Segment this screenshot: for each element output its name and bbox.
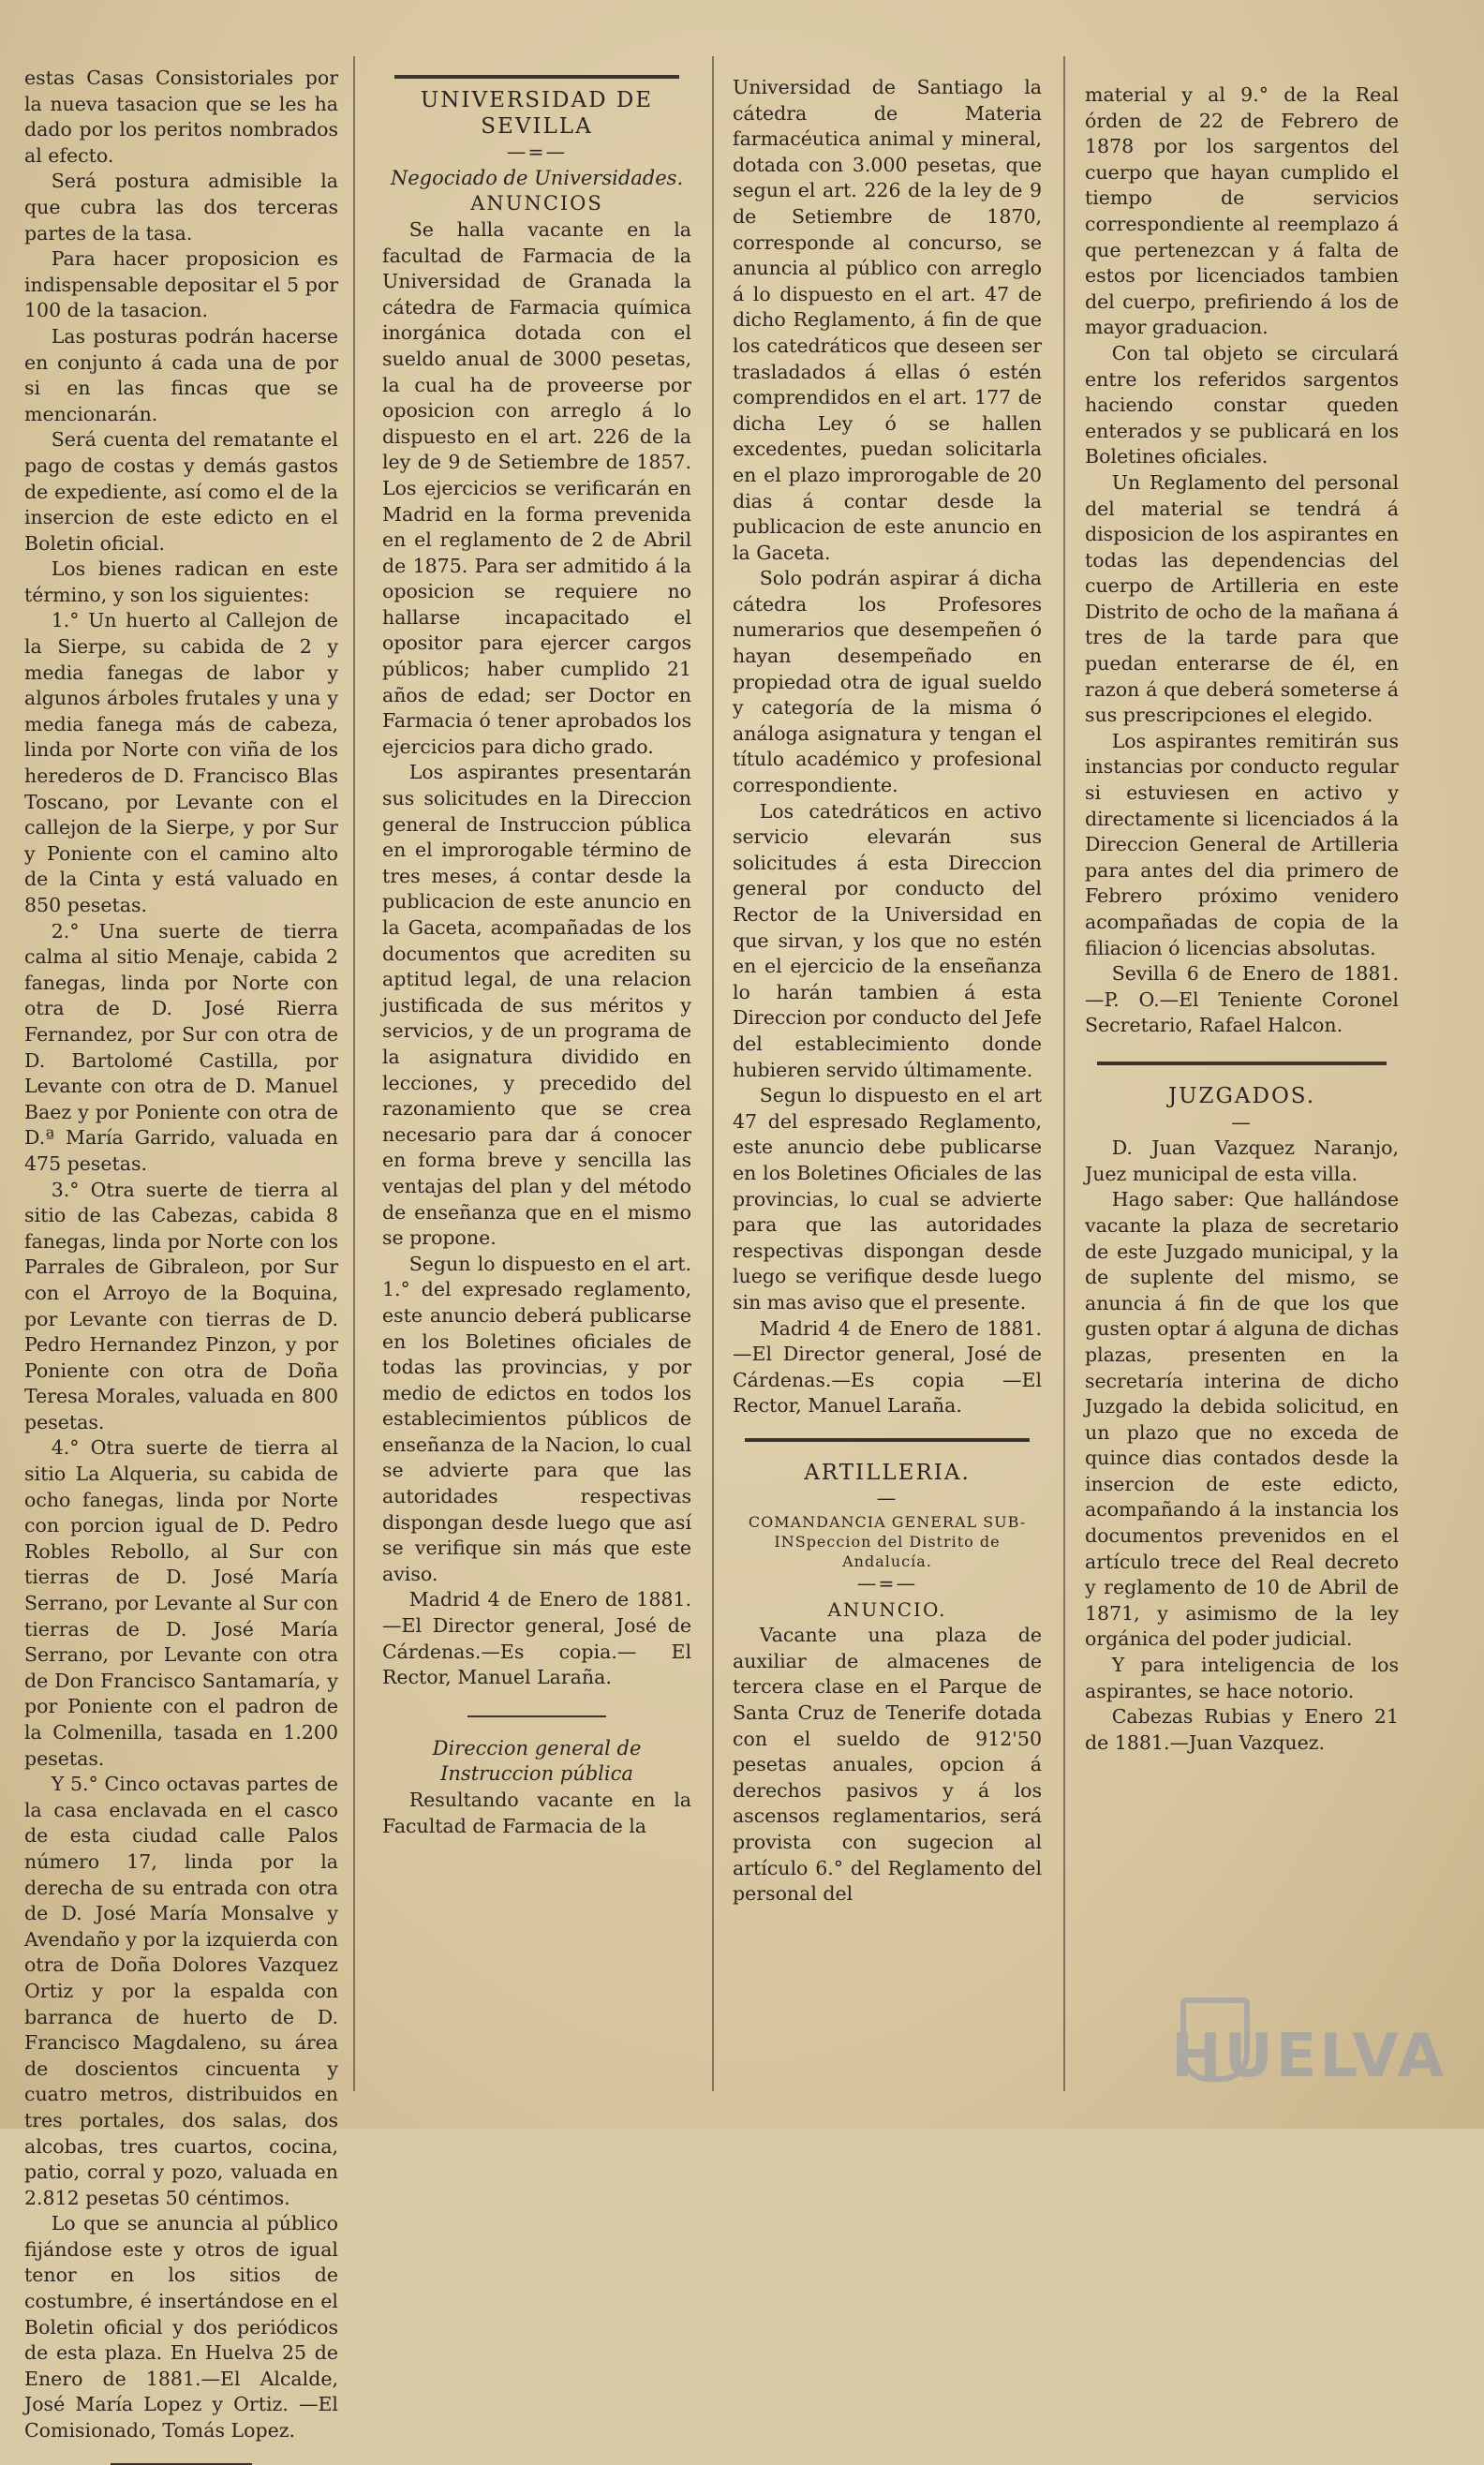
paragraph: Para hacer proposicion es indispensable depositar el 5 por 100 de la tasacion. <box>24 247 338 322</box>
ornament-dash: — <box>876 1487 898 1510</box>
paragraph: Vacante una plaza de auxiliar de almacenes de tercera clase en el Parque de Santa Cruz de Tenerife dotada con el sueldo de 912'50 pesetas anuales, opcion á derechos pasivos y á los ascensos reglamentarios, será provista con sugecion al artículo 6.° del Reglamento del personal del <box>733 1624 1042 1906</box>
section-subheading: Negociado de Universidades. <box>390 166 684 189</box>
paragraph: Y para inteligencia de los aspirantes, se hace notorio. <box>1085 1654 1399 1702</box>
section-heading: UNIVERSIDAD DE SEVILLA <box>420 88 654 139</box>
ornament-dash: — <box>1231 1110 1253 1134</box>
column-3 <box>733 75 1042 2091</box>
paragraph: Los aspirantes remitirán sus instancias por conducto regular si estuviesen en activo y directamente si licenciados á la Direccion General de Artilleria para antes del dia primero de Febrero próximo venidero acompañadas de copia de la filiacion ó licencias absolutas. <box>1085 729 1399 959</box>
ornament-dash: —=— <box>856 1572 918 1596</box>
column-divider <box>353 56 355 2091</box>
paragraph: Será cuenta del rematante el pago de costas y demás gastos de expediente, así como el de la insercion de este edicto en el Boletin oficial. <box>24 428 338 555</box>
paragraph: Segun lo dispuesto en el art 47 del espresado Reglamento, este anuncio debe publicarse en los Boletines Oficiales de las provincias, lo cual se advierte para que las autoridades respectivas dispongan desde luego se verifique desde luego sin mas aviso que el presente. <box>733 1084 1042 1314</box>
section-rule <box>1097 1062 1386 1065</box>
section-heading: Direccion general de Instruccion pública <box>432 1736 642 1786</box>
paragraph: Resultando vacante en la Facultad de Farmacia de la <box>382 1789 691 1837</box>
paragraph: Y 5.° Cinco octavas partes de la casa enclavada en el casco de esta ciudad calle Palos número 17, linda por la derecha de su entrada con otra de D. José María Monsalve y Avendaño y por la izquierda con otra de Doña Dolores Vazquez Ortiz y por la espalda con barranca de huerto de D. Francisco Magdaleno, su área de doscientos cincuenta y cuatro metros, distribuidos en tres portales, dos salas, dos alcobas, tres cuartos, cocina, patio, corral y pozo, valuada en 2.812 pesetas 50 céntimos. <box>24 1773 338 2209</box>
paragraph: Los catedráticos en activo servicio elevarán sus solicitudes á esta Direccion general por conducto del Rector de la Universidad en que sirvan, y los que no estén en el ejercicio de la enseñanza lo harán tambien á esta Direccion por conducto del Jefe del establecimiento donde hubieren servido últimamente. <box>733 799 1042 1081</box>
column-divider <box>712 56 714 2091</box>
section-heading: JUZGADOS. <box>1167 1083 1316 1108</box>
section-label: ANUNCIO. <box>827 1597 947 1621</box>
paragraph: Lo que se anuncia al público fijándose este y otros de igual tenor en los sitios de costumbre, é insertándose en el Boletin oficial y dos periódicos de esta plaza. En Huelva 25 de Enero de 1881.—El Alcalde, José María Lopez y Ortiz. —El Comisionado, Tomás Lopez. <box>24 2212 338 2443</box>
paragraph: Segun lo dispuesto en el art. 1.° del expresado reglamento, este anuncio deberá publicarse en los Boletines oficiales de todas las provincias, y por medio de edictos en todos los establecimientos públicos de enseñanza de la Nacion, lo cual se advierte para que las autoridades respectivas dispongan desde luego que así se verifique sin más que este aviso. <box>382 1252 691 1585</box>
section-subheading: COMANDANCIA GENERAL SUB-INSpeccion del Distrito de Andalucía. <box>748 1513 1027 1571</box>
paragraph: Se halla vacante en la facultad de Farmacia de la Universidad de Granada la cátedra de Farmacia química inorgánica dotada con el sueldo anual de 3000 pesetas, la cual ha de proveerse por oposicion con arreglo á lo dispuesto en el art. 226 de la ley de 9 de Setiembre de 1857. Los ejercicios se verificarán en Madrid en la forma prevenida en el reglamento de 2 de Abril de 1875. Para ser admitido á la oposicion se requiere no hallarse incapacitado el opositor para ejercer cargos públicos; haber cumplido 21 años de edad; ser Doctor en Farmacia ó tener aprobados los ejercicios para dicho grado. <box>382 217 691 758</box>
section-heading: ARTILLERIA. <box>804 1460 971 1485</box>
paragraph: Será postura admisible la que cubra las dos terceras partes de la tasa. <box>24 170 338 245</box>
paragraph: 4.° Otra suerte de tierra al sitio La Alqueria, su cabida de ocho fanegas, linda por Norte con porcion igual de D. Pedro Robles Rebollo, al Sur con tierras de D. José María Serrano, por Levante al Sur con tierras de D. José María Serrano, por Levante con otra de Don Francisco Santamaría, y por Poniente con el padron de la Colmenilla, tasada en 1.200 pesetas. <box>24 1436 338 1770</box>
section-rule <box>467 1715 607 1717</box>
paragraph: Las posturas podrán hacerse en conjunto á cada una de por si en las fincas que se mencionarán. <box>24 324 338 425</box>
column-divider <box>1063 56 1065 2091</box>
section-rule <box>394 75 679 79</box>
signature: Madrid 4 de Enero de 1881. —El Director general, José de Cárdenas.—Es copia.— El Rector, Manuel Laraña. <box>382 1588 691 1689</box>
paragraph: material y al 9.° de la Real órden de 22 de Febrero de 1878 por los sargentos del cuerpo que hayan cumplido el tiempo de servicios correspondiente al reemplazo á que pertenezcan y á falta de estos por licenciados tambien del cuerpo, prefiriendo á los de mayor graduacion. <box>1085 83 1399 339</box>
paragraph: Los bienes radican en este término, y son los siguientes: <box>24 557 338 606</box>
section-rule <box>745 1438 1030 1442</box>
column-4 <box>1085 82 1399 2091</box>
paragraph: D. Juan Vazquez Naranjo, Juez municipal de esta villa. <box>1085 1136 1399 1185</box>
signature: Madrid 4 de Enero de 1881.—El Director general, José de Cárdenas.—Es copia —El Rector, Manuel Laraña. <box>733 1316 1042 1418</box>
paragraph: Universidad de Santiago la cátedra de Materia farmacéutica animal y mineral, dotada con 3.000 pesetas, que segun el art. 226 de la ley de 9 de Setiembre de 1870, corresponde al concurso, se anuncia al público con arreglo á lo dispuesto en el art. 47 de dicho Reglamento, á fin de que los catedráticos que deseen ser trasladados á ellas ó estén comprendidos en el art. 177 de dicha Ley ó se hallen excedentes, puedan solicitarla en el plazo improrogable de 20 dias á contar desde la publicacion de este anuncio en la Gaceta. <box>733 76 1042 564</box>
ornament-dash: —=— <box>506 141 568 164</box>
paragraph: Solo podrán aspirar á dicha cátedra los Profesores numerarios que desempeñen ó hayan desempeñado en propiedad otra de igual sueldo y categoría de la misma ó análoga asignatura y tengan el título académico y profesional correspondiente. <box>733 567 1042 797</box>
paragraph: estas Casas Consistoriales por la nueva tasacion que se les ha dado por los peritos nombrados al efecto. <box>24 67 338 167</box>
paragraph: Los aspirantes presentarán sus solicitudes en la Direccion general de Instruccion pública en el improrogable término de tres meses, á contar desde la publicacion de este anuncio en la Gaceta, acompañadas de los documentos que acrediten su aptitud legal, de una relacion justificada de sus méritos y servicios, y de un programa de la asignatura dividido en lecciones, y precedido del razonamiento que se crea necesario para dar á conocer en forma breve y sencilla las ventajas del plan y del método de enseñanza que en el mismo se propone. <box>382 761 691 1250</box>
column-1 <box>24 66 338 2443</box>
column-2 <box>382 90 691 2091</box>
signature: Cabezas Rubias y Enero 21 de 1881.—Juan Vazquez. <box>1085 1705 1399 1754</box>
paragraph: Hago saber: Que hallándose vacante la plaza de secretario de este Juzgado municipal, y la de suplente del mismo, se anuncia á fin de que los que gusten optar á alguna de dichas plazas, presenten en la secretaría interina de dicho Juzgado la debida solicitud, en un plazo que no exceda de quince dias contados desde la insercion de este edicto, acompañando á la instancia los documentos prevenidos en el artículo trece del Real decreto y reglamento de 10 de Abril de 1871, y asimismo de la ley orgánica del poder judicial. <box>1085 1188 1399 1651</box>
paragraph: 1.° Un huerto al Callejon de la Sierpe, su cabida de 2 y media fanegas de labor y algunos árboles frutales y una y media fanega más de cabeza, linda por Norte con viña de los herederos de D. Francisco Blas Toscano, por Levante con el callejon de la Sierpe, y por Sur y Poniente con el camino alto de la Cinta y está valuado en 850 pesetas. <box>24 609 338 916</box>
paragraph: 2.° Una suerte de tierra calma al sitio Menaje, cabida 2 fanegas, linda por Norte con otra de D. José Rierra Fernandez, por Sur con otra de D. Bartolomé Castilla, por Levante con otra de D. Manuel Baez y por Poniente con otra de D.ª María Garrido, valuada en 475 pesetas. <box>24 919 338 1175</box>
paragraph: 3.° Otra suerte de tierra al sitio de las Cabezas, cabida 8 fanegas, linda por Norte con los Parrales de Gibraleon, por Sur con el Arroyo de la Boquina, por Levante con tierras de D. Pedro Hernandez Pinzon, y por Poniente con otra de Doña Teresa Morales, valuada en 800 pesetas. <box>24 1178 338 1433</box>
stamp-text: HUELVA <box>1171 2022 1447 2091</box>
signature: Sevilla 6 de Enero de 1881.—P. O.—El Teniente Coronel Secretario, Rafael Halcon. <box>1085 962 1399 1037</box>
section-label: ANUNCIOS <box>470 192 603 215</box>
library-stamp <box>1165 1932 1447 2091</box>
paragraph: Con tal objeto se circulará entre los referidos sargentos haciendo constar queden enterados y se publicará en los Boletines oficiales. <box>1085 341 1399 468</box>
paragraph: Un Reglamento del personal del material se tendrá á disposicion de los aspirantes en todas las dependencias del cuerpo de Artilleria en este Distrito de ocho de la mañana á tres de la tarde para que puedan enterarse de él, en razon á que deberá someterse á sus prescripciones el elegido. <box>1085 470 1399 727</box>
section-rule <box>111 2463 252 2465</box>
